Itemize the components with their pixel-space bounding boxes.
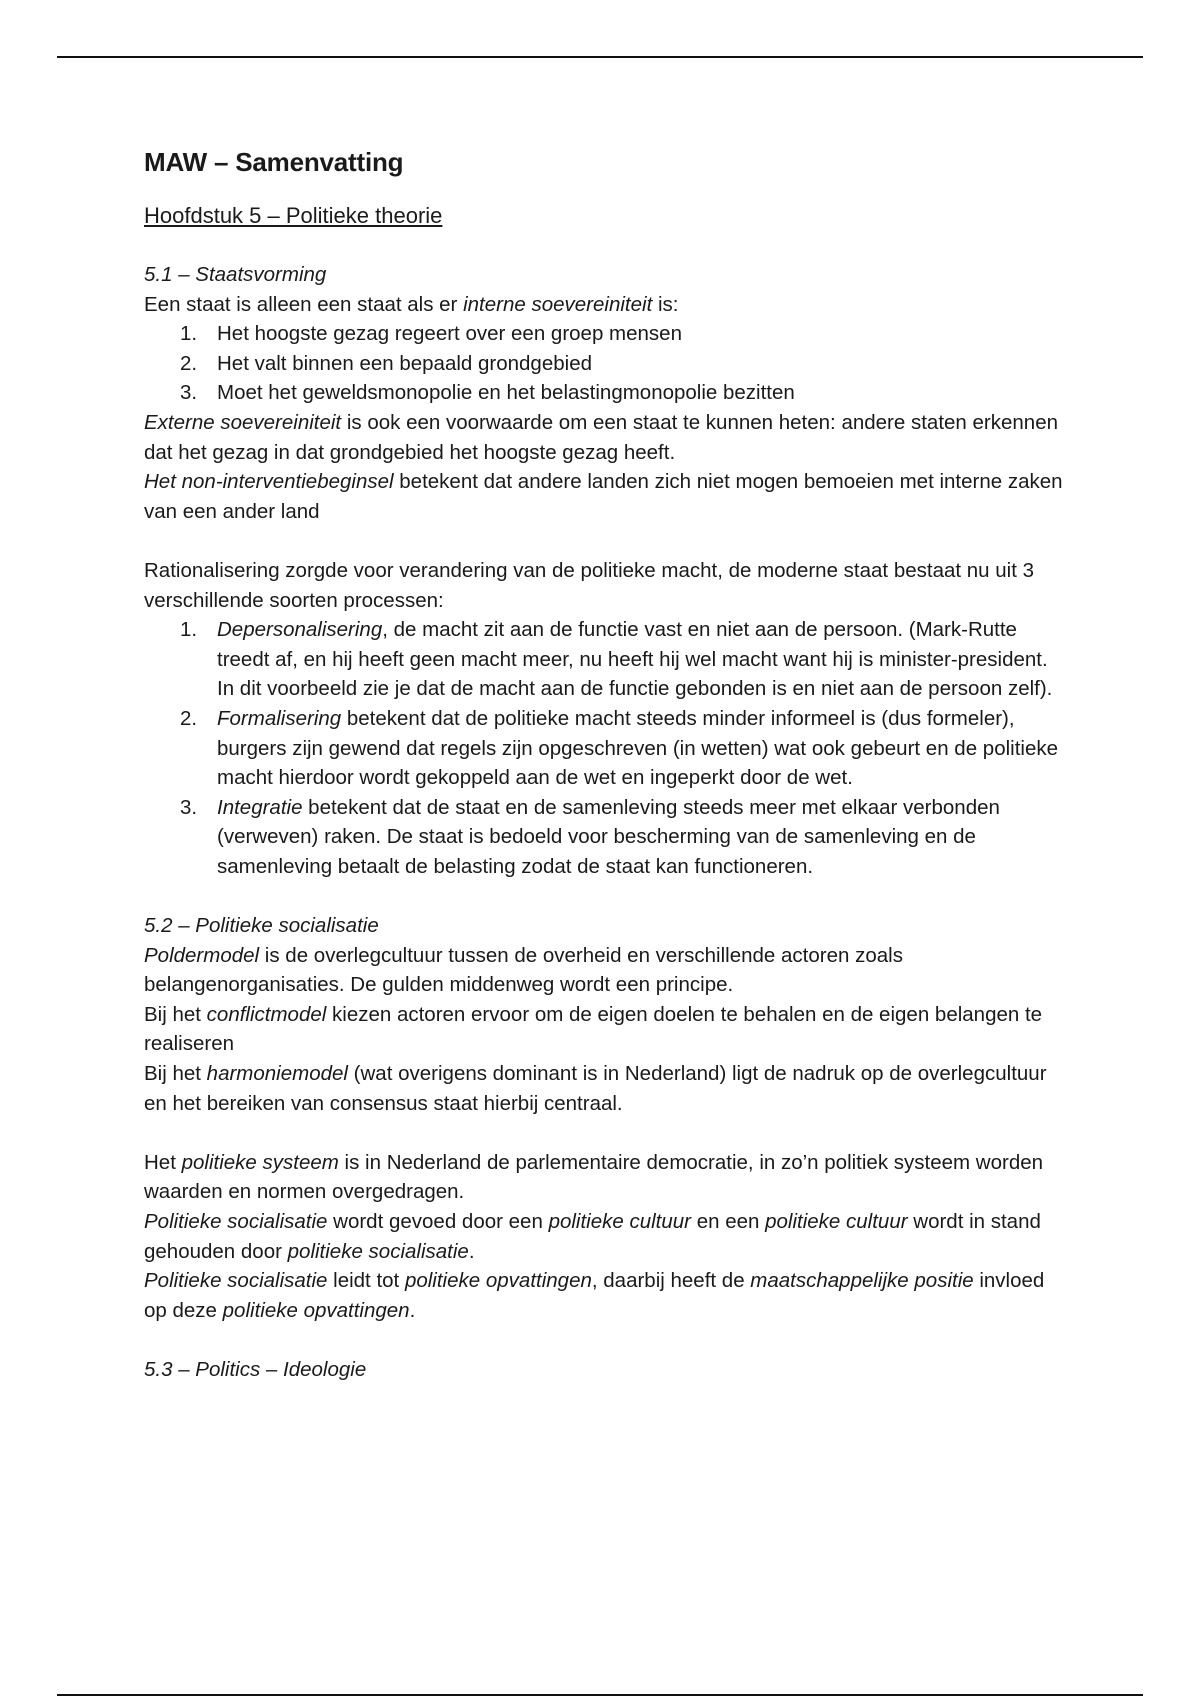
paragraph-socialisatie-cultuur: Politieke socialisatie wordt gevoed door een politieke cultuur en een politieke cultuur wordt in stand gehouden door politieke socialisatie.: [144, 1210, 1041, 1263]
section-heading-5-3: 5.3 – Politics – Ideologie: [144, 1357, 367, 1381]
paragraph-non-interventie: Het non-interventiebeginsel betekent dat andere landen zich niet mogen bemoeien met interne zaken van een ander land: [144, 470, 1063, 523]
document-body: [144, 145, 1064, 1385]
section-heading-5-2: 5.2 – Politieke socialisatie: [144, 914, 379, 938]
chapter-heading: Hoofdstuk 5 – Politieke theorie: [144, 203, 443, 228]
header-rule: [57, 56, 1143, 58]
paragraph-harmoniemodel: Bij het harmoniemodel (wat overigens dominant is in Nederland) ligt de nadruk op de overlegcultuur en het bereiken van consensus staat hierbij centraal.: [144, 1062, 1047, 1115]
list-state-conditions: [144, 319, 1064, 408]
list-item: 1. Het hoogste gezag regeert over een groep mensen: [180, 322, 682, 346]
paragraph-externe-soevereiniteit: Externe soevereiniteit is ook een voorwaarde om een staat te kunnen heten: andere staten erkennen dat het gezag in dat grondgebied het hoogste gezag heeft.: [144, 410, 1058, 464]
paragraph-politiek-systeem: Het politieke systeem is in Nederland de parlementaire democratie, in zo’n politiek systeem worden waarden en normen overgedragen.: [144, 1150, 1044, 1204]
list-processes: [144, 615, 1064, 881]
paragraph-rationalisering: Rationalisering zorgde voor verandering van de politieke macht, de moderne staat bestaat nu uit 3 verschillende soorten processen:: [144, 558, 1035, 612]
list-item: 2. Formalisering betekent dat de politieke macht steeds minder informeel is (dus formeler), burgers zijn gewend dat regels zijn opgeschreven (in wetten) wat ook gebeurt en de politieke macht hierdoor wordt gekoppeld aan de wet en ingeperkt door de wet.: [180, 706, 1059, 790]
paragraph-poldermodel: Poldermodel is de overlegcultuur tussen de overheid en verschillende actoren zoals belangenorganisaties. De gulden middenweg wordt een principe.: [144, 943, 903, 997]
paragraph-intro: Een staat is alleen een staat als er interne soevereiniteit is:: [144, 292, 679, 316]
list-item: 2. Het valt binnen een bepaald grondgebied: [180, 351, 592, 375]
section-heading-5-1: 5.1 – Staatsvorming: [144, 263, 327, 286]
footer-rule: [57, 1694, 1143, 1696]
term-interne-soevereiniteit: interne soevereiniteit: [463, 292, 653, 316]
list-item: 1. Depersonalisering, de macht zit aan de functie vast en niet aan de persoon. (Mark-Rutte treedt af, en hij heeft geen macht meer, nu heeft hij wel macht want hij is minister-president. In dit voorbeeld zie je dat de macht aan de functie gebonden is en niet aan de persoon zelf).: [180, 618, 1053, 701]
list-item: 3. Integratie betekent dat de staat en de samenleving steeds meer met elkaar verbonden (verweven) raken. De staat is bedoeld voor bescherming van de samenleving en de samenleving betaalt de belasting zodat de staat kan functioneren.: [180, 795, 1000, 878]
document-title: MAW – Samenvatting: [144, 147, 404, 177]
list-item: 3. Moet het geweldsmonopolie en het belastingmonopolie bezitten: [180, 381, 795, 405]
paragraph-socialisatie-opvattingen: Politieke socialisatie leidt tot politieke opvattingen, daarbij heeft de maatschappelijke positie invloed op deze politieke opvattingen.: [144, 1269, 1045, 1322]
paragraph-conflictmodel: Bij het conflictmodel kiezen actoren ervoor om de eigen doelen te behalen en de eigen belangen te realiseren: [144, 1002, 1043, 1056]
